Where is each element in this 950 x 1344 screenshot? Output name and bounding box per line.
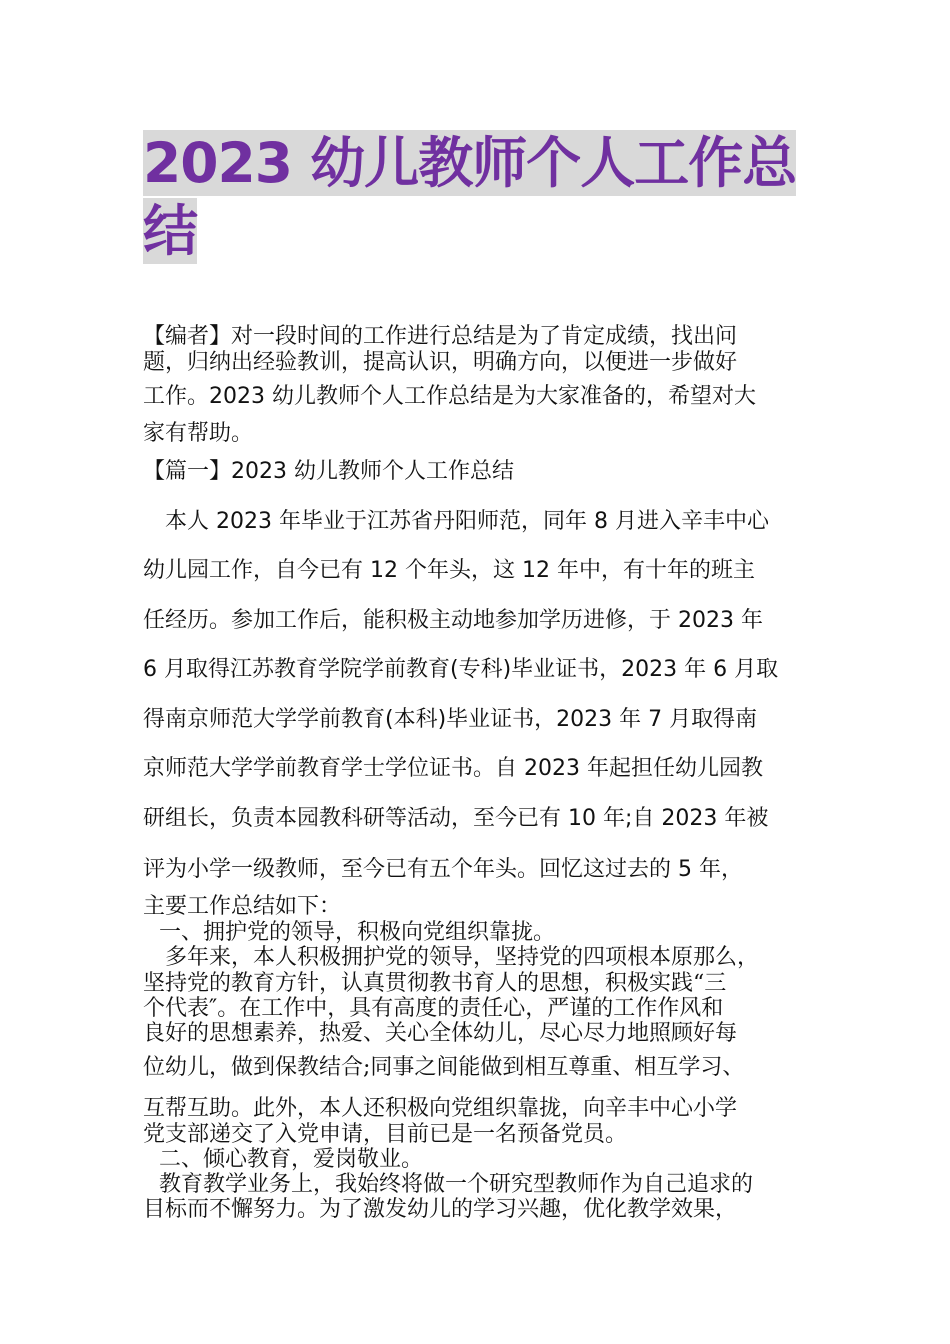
text-line: 位幼儿，做到保教结合;同事之间能做到相互尊重、相互学习、 — [143, 1055, 745, 1080]
text-line: 研组长，负责本园教科研等活动，至今已有 10 年;自 2023 年被 — [143, 806, 769, 831]
text-line: 教育教学业务上，我始终将做一个研究型教师作为自己追求的 — [159, 1172, 754, 1197]
text-line: 幼儿园工作，自今已有 12 个年头，这 12 年中，有十年的班主 — [143, 558, 755, 583]
text-line: 得南京师范大学学前教育(本科)毕业证书，2023 年 7 月取得南 — [143, 707, 758, 732]
section-heading: 【篇一】2023 幼儿教师个人工作总结 — [143, 459, 514, 484]
text-line: 多年来，本人积极拥护党的领导，坚持党的四项根本原那么， — [165, 945, 760, 970]
text-line: 党支部递交了入党申请，目前已是一名预备党员。 — [143, 1122, 628, 1147]
text-line: 个代表″。在工作中，具有高度的责任心，严谨的工作作风和 — [143, 996, 724, 1021]
text-line: 互帮互助。此外，本人还积极向党组织靠拢，向辛丰中心小学 — [143, 1096, 738, 1121]
text-line: 目标而不懈努力。为了激发幼儿的学习兴趣，优化教学效果， — [143, 1197, 738, 1222]
text-line: 【编者】对一段时间的工作进行总结是为了肯定成绩，找出问 — [143, 324, 738, 349]
text-line: 任经历。参加工作后，能积极主动地参加学历进修，于 2023 年 — [143, 608, 763, 633]
text-line: 6 月取得江苏教育学院学前教育(专科)毕业证书，2023 年 6 月取 — [143, 657, 779, 682]
text-line: 主要工作总结如下： — [143, 894, 342, 919]
title-line-2: 结 — [143, 199, 198, 263]
section-heading: 一、拥护党的领导，积极向党组织靠拢。 — [159, 920, 556, 945]
section-heading: 二、倾心教育，爱岗敬业。 — [159, 1147, 424, 1172]
text-line: 工作。2023 幼儿教师个人工作总结是为大家准备的，希望对大 — [143, 384, 756, 409]
text-line: 评为小学一级教师，至今已有五个年头。回忆这过去的 5 年， — [143, 857, 743, 882]
text-line: 本人 2023 年毕业于江苏省丹阳师范，同年 8 月进入辛丰中心 — [165, 509, 769, 534]
text-line: 坚持党的教育方针，认真贯彻教书育人的思想，积极实践“三 — [143, 971, 727, 996]
text-line: 题，归纳出经验教训，提高认识，明确方向，以便进一步做好 — [143, 350, 738, 375]
text-line: 家有帮助。 — [143, 421, 254, 446]
text-line: 良好的思想素养，热爱、关心全体幼儿，尽心尽力地照顾好每 — [143, 1021, 738, 1046]
title-line-1: 2023 幼儿教师个人工作总 — [143, 131, 797, 195]
text-line: 京师范大学学前教育学士学位证书。自 2023 年起担任幼儿园教 — [143, 756, 763, 781]
